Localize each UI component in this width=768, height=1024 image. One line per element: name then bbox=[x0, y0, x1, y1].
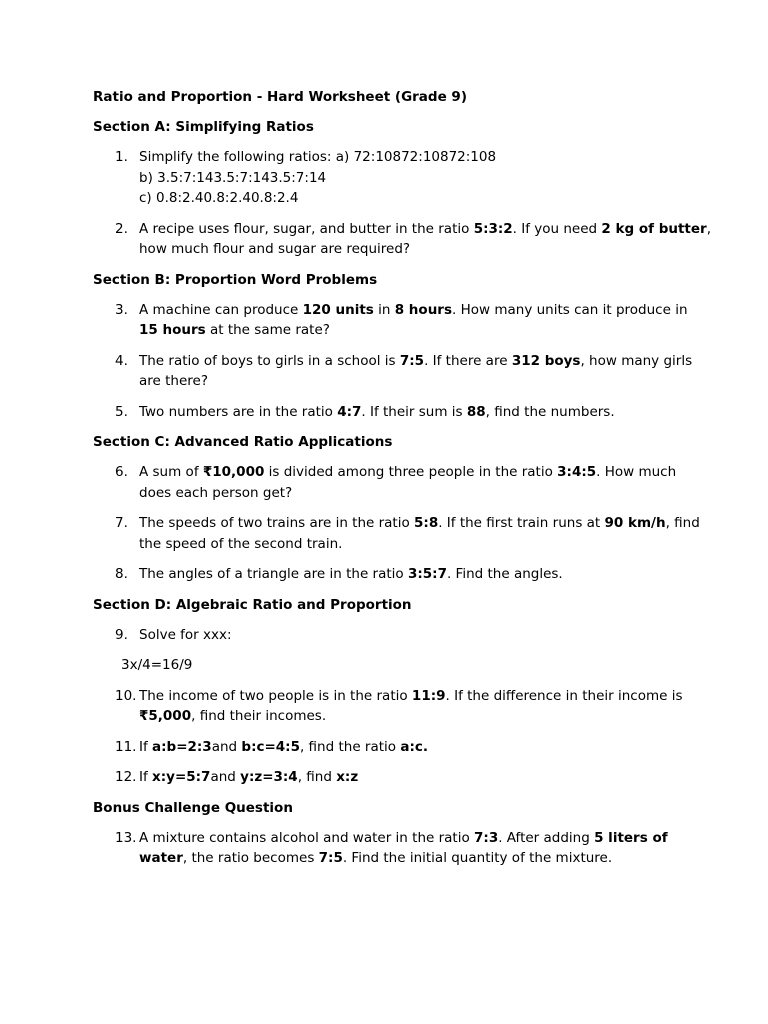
question-8 bbox=[93, 564, 683, 585]
question-number: 3. bbox=[115, 301, 128, 318]
question-text: 15 hours at the same rate? bbox=[139, 322, 330, 338]
question-7 bbox=[93, 513, 700, 554]
question-text: the speed of the second train. bbox=[139, 535, 343, 552]
worksheet-title: Ratio and Proportion - Hard Worksheet (Grade 9) bbox=[93, 89, 467, 105]
question-text: The angles of a triangle are in the ratio 3:5:7. Find the angles. bbox=[139, 566, 563, 582]
question-10 bbox=[93, 686, 683, 727]
question-number: 11. bbox=[115, 738, 137, 755]
question-4 bbox=[93, 351, 693, 392]
question-text: Two numbers are in the ratio 4:7. If their sum is 88, find the numbers. bbox=[139, 403, 615, 420]
question-number: 6. bbox=[115, 464, 128, 480]
question-text: A sum of ₹10,000 is divided among three people in the ratio 3:4:5. How much bbox=[139, 464, 677, 480]
question-text: If a:b=2:3and b:c=4:5, find the ratio a:c. bbox=[139, 738, 428, 755]
question-9 bbox=[93, 625, 683, 646]
question-3 bbox=[93, 300, 688, 341]
question-5 bbox=[93, 402, 683, 423]
question-text: Solve for xxx: bbox=[139, 626, 232, 643]
question-text: A machine can produce 120 units in 8 hours. How many units can it produce in bbox=[139, 301, 688, 318]
question-text: The speeds of two trains are in the ratio 5:8. If the first train runs at 90 km/h, find bbox=[139, 515, 700, 531]
question-text: water, the ratio becomes 7:5. Find the initial quantity of the mixture. bbox=[139, 850, 613, 866]
question-number: 10. bbox=[115, 687, 137, 704]
question-number: 13. bbox=[115, 829, 137, 846]
question-text: are there? bbox=[139, 373, 209, 389]
question-number: 4. bbox=[115, 352, 128, 369]
question-text: Simplify the following ratios: a) 72:10872:10872:108 bbox=[139, 149, 497, 165]
section-d-heading: Section D: Algebraic Ratio and Proportion bbox=[93, 596, 412, 613]
question-number: 7. bbox=[115, 515, 128, 531]
question-number: 2. bbox=[115, 220, 128, 237]
question-text: ₹5,000, find their incomes. bbox=[139, 708, 327, 724]
question-text: The income of two people is in the ratio 11:9. If the difference in their income is bbox=[139, 687, 683, 704]
question-number: 1. bbox=[115, 149, 128, 165]
question-number: 8. bbox=[115, 566, 128, 582]
question-text: A mixture contains alcohol and water in the ratio 7:3. After adding 5 liters of bbox=[139, 829, 668, 846]
question-6 bbox=[93, 462, 683, 503]
question-text: A recipe uses flour, sugar, and butter in the ratio 5:3:2. If you need 2 kg of butter, bbox=[139, 220, 711, 237]
question-text: how much flour and sugar are required? bbox=[139, 241, 411, 257]
question-number: 12. bbox=[115, 769, 137, 785]
question-13 bbox=[93, 828, 683, 869]
question-text: c) 0.8:2.40.8:2.40.8:2.4 bbox=[139, 190, 299, 206]
question-number: 9. bbox=[115, 626, 128, 643]
section-c-heading: Section C: Advanced Ratio Applications bbox=[93, 434, 393, 450]
section-b-heading: Section B: Proportion Word Problems bbox=[93, 271, 378, 288]
question-12 bbox=[93, 767, 683, 788]
question-text: If x:y=5:7and y:z=3:4, find x:z bbox=[139, 769, 359, 785]
question-text: does each person get? bbox=[139, 484, 293, 501]
bonus-heading: Bonus Challenge Question bbox=[93, 799, 293, 816]
worksheet-page bbox=[93, 87, 711, 879]
question-9-equation: 3x/4=16/9 bbox=[121, 657, 193, 673]
question-1 bbox=[93, 147, 683, 209]
question-number: 5. bbox=[115, 403, 128, 420]
question-text: The ratio of boys to girls in a school is 7:5. If there are 312 boys, how many girls bbox=[139, 352, 693, 369]
question-text: b) 3.5:7:143.5:7:143.5:7:14 bbox=[139, 169, 327, 186]
question-2 bbox=[93, 219, 711, 260]
question-11 bbox=[93, 737, 683, 758]
section-a-heading: Section A: Simplifying Ratios bbox=[93, 119, 314, 135]
